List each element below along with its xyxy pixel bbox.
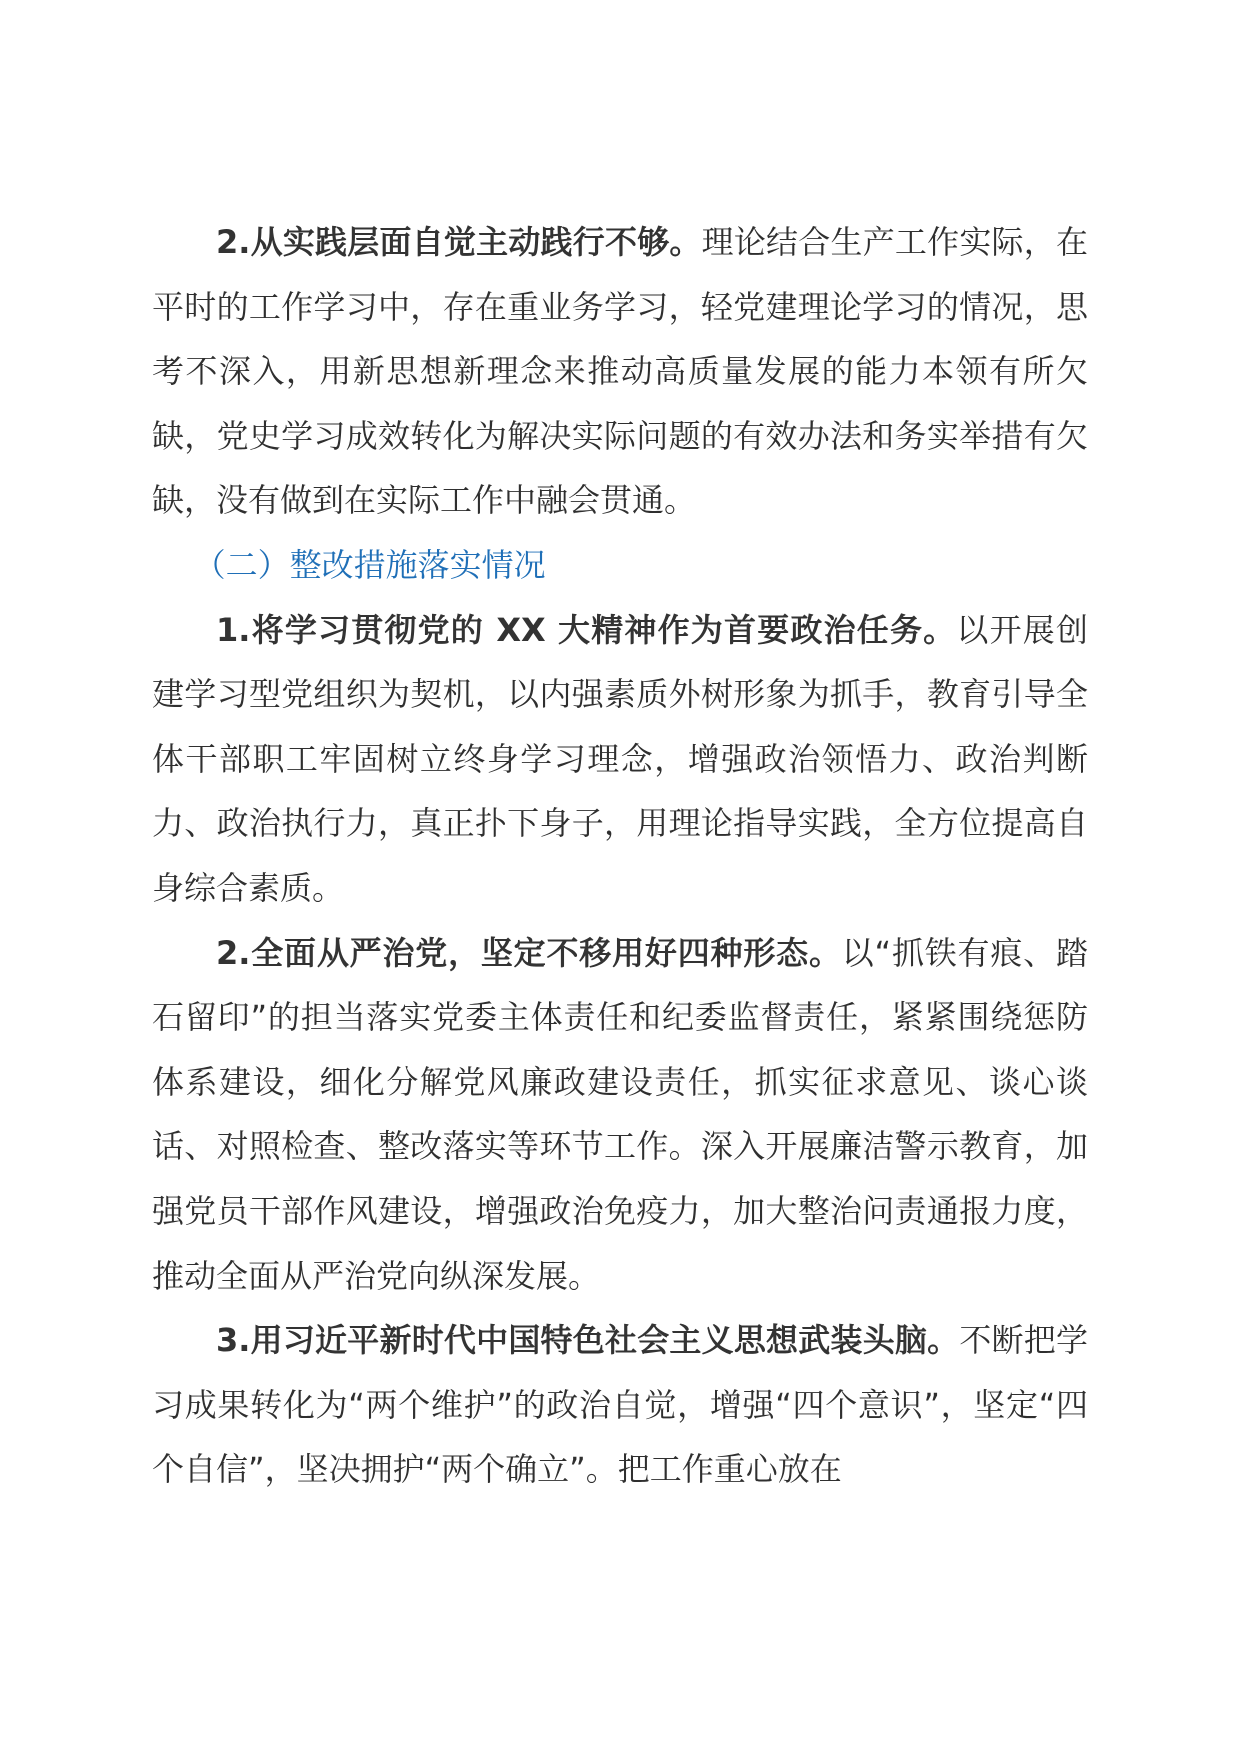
paragraph-lead: 2.全面从严治党，坚定不移用好四种形态。	[216, 933, 842, 972]
paragraph-text: 不断把学习成果转化为“两个维护”的政治自觉，增强“四个意识”，坚定“四个自信”，坚决拥护“两个确立”。把工作重心放在	[152, 1321, 1088, 1489]
paragraph-thought-arming	[152, 1308, 1088, 1502]
section-heading: （二）整改措施落实情况	[193, 545, 546, 584]
paragraph-strict-governance	[152, 921, 1088, 1309]
paragraph-lead: 2.从实践层面自觉主动践行不够。	[216, 223, 702, 261]
document-body	[152, 210, 1088, 1502]
paragraph-text: 以“抓铁有痕、踏石留印”的担当落实党委主体责任和纪委监督责任，紧紧围绕惩防体系建设，细化分解党风廉政建设责任，抓实征求意见、谈心谈话、对照检查、整改落实等环节工作。深入开展廉洁警示教育，加强党员干部作风建设，增强政治免疫力，加大整治问责通报力度，推动全面从严治党向纵深发展。	[152, 933, 1088, 1295]
paragraph-text: 理论结合生产工作实际，在平时的工作学习中，存在重业务学习，轻党建理论学习的情况，思考不深入，用新思想新理念来推动高质量发展的能力本领有所欠缺，党史学习成效转化为解决实际问题的有效办法和务实举措有欠缺，没有做到在实际工作中融会贯通。	[152, 223, 1088, 520]
paragraph-lead: 3.用习近平新时代中国特色社会主义思想武装头脑。	[216, 1321, 960, 1360]
paragraph-text: 以开展创建学习型党组织为契机，以内强素质外树形象为抓手，教育引导全体干部职工牢固树立终身学习理念，增强政治领悟力、政治判断力、政治执行力，真正扑下身子，用理论指导实践，全方位提高自身综合素质。	[152, 610, 1088, 907]
paragraph-lead: 1.将学习贯彻党的 XX 大精神作为首要政治任务。	[216, 610, 957, 649]
paragraph-practice-shortfall	[152, 210, 1088, 533]
paragraph-study-congress	[152, 598, 1088, 921]
